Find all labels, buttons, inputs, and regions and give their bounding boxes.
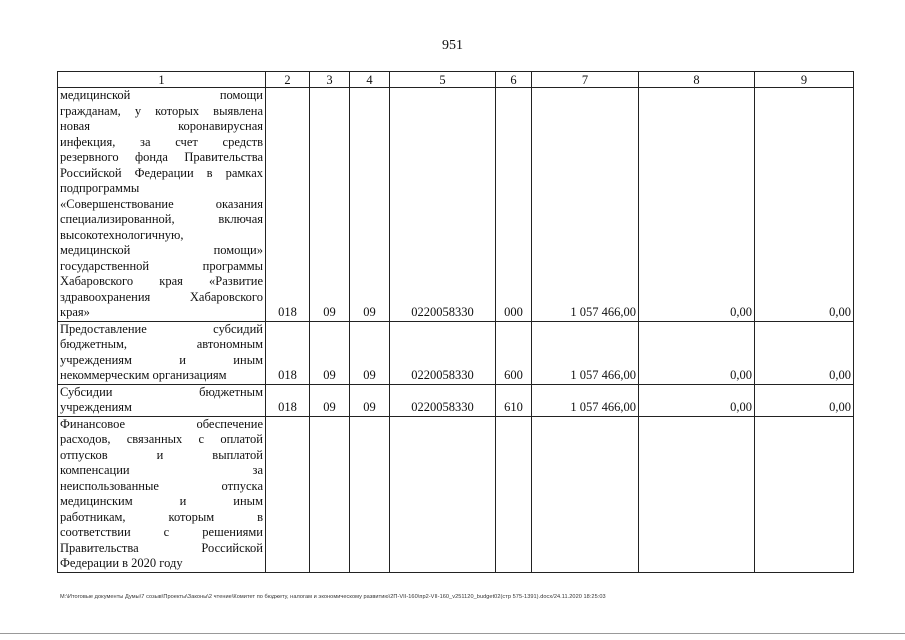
description-line: государственной программы xyxy=(60,258,263,273)
description-cell xyxy=(58,384,266,416)
description-line: некоммерческим организациям xyxy=(60,368,227,382)
amount-2022-cell xyxy=(755,416,854,572)
column-header: 3 xyxy=(310,72,350,88)
description-line: Правительства Российской xyxy=(60,540,263,555)
amount-2021-cell: 0,00 xyxy=(639,321,755,384)
subsection-code-cell: 09 xyxy=(350,88,390,322)
target-article-cell: 0220058330 xyxy=(390,384,496,416)
description-line: гражданам, у которых выявлена xyxy=(60,103,263,118)
section-code-cell: 09 xyxy=(310,88,350,322)
description-cell xyxy=(58,88,266,322)
ministry-code-cell: 018 xyxy=(266,321,310,384)
ministry-code-cell: 018 xyxy=(266,88,310,322)
description-line: Российской Федерации в рамках xyxy=(60,165,263,180)
description-line: новая коронавирусная xyxy=(60,119,263,133)
description-line: здравоохранения Хабаровского xyxy=(60,289,263,304)
subsection-code-cell: 09 xyxy=(350,384,390,416)
column-header: 1 xyxy=(58,72,266,88)
amount-2020-cell xyxy=(532,416,639,572)
description-line: бюджетным, автономным xyxy=(60,337,263,351)
amount-2022-cell: 0,00 xyxy=(755,88,854,322)
description-line: Предоставление субсидий xyxy=(60,321,263,336)
expense-type-cell xyxy=(496,416,532,572)
description-line: медицинским и иным xyxy=(60,494,263,508)
amount-2021-cell xyxy=(639,416,755,572)
ministry-code-cell xyxy=(266,416,310,572)
column-header: 7 xyxy=(532,72,639,88)
description-line: подпрограммы xyxy=(60,181,140,195)
subsection-code-cell xyxy=(350,416,390,572)
expense-type-cell: 600 xyxy=(496,321,532,384)
section-code-cell: 09 xyxy=(310,384,350,416)
table-row xyxy=(58,416,854,572)
description-line: высокотехнологичную, xyxy=(60,227,184,242)
description-line: резервного фонда Правительства xyxy=(60,150,263,164)
budget-table xyxy=(57,71,854,573)
description-line: учреждениям и иным xyxy=(60,352,263,367)
description-line: Финансовое обеспечение xyxy=(60,416,263,431)
description-line: расходов, связанных с оплатой xyxy=(60,432,263,446)
description-line: медицинской помощи» xyxy=(60,243,263,257)
description-cell xyxy=(58,321,266,384)
amount-2020-cell: 1 057 466,00 xyxy=(532,88,639,322)
table-header-row xyxy=(58,72,854,88)
description-line: учреждениям xyxy=(60,400,132,414)
column-header: 6 xyxy=(496,72,532,88)
description-line: медицинской помощи xyxy=(60,88,263,102)
column-header: 5 xyxy=(390,72,496,88)
amount-2021-cell: 0,00 xyxy=(639,88,755,322)
amount-2022-cell: 0,00 xyxy=(755,321,854,384)
section-code-cell: 09 xyxy=(310,321,350,384)
description-line: компенсации за xyxy=(60,463,263,477)
target-article-cell: 0220058330 xyxy=(390,321,496,384)
target-article-cell xyxy=(390,416,496,572)
expense-type-cell: 000 xyxy=(496,88,532,322)
amount-2022-cell: 0,00 xyxy=(755,384,854,416)
page-number: 951 xyxy=(442,38,463,53)
table-row xyxy=(58,88,854,322)
column-header: 8 xyxy=(639,72,755,88)
amount-2020-cell: 1 057 466,00 xyxy=(532,321,639,384)
subsection-code-cell: 09 xyxy=(350,321,390,384)
description-line: специализированной, включая xyxy=(60,212,263,226)
amount-2021-cell: 0,00 xyxy=(639,384,755,416)
description-cell xyxy=(58,416,266,572)
description-line: отпусков и выплатой xyxy=(60,447,263,462)
table-row xyxy=(58,384,854,416)
expense-type-cell: 610 xyxy=(496,384,532,416)
column-header: 2 xyxy=(266,72,310,88)
column-header: 4 xyxy=(350,72,390,88)
ministry-code-cell: 018 xyxy=(266,384,310,416)
amount-2020-cell: 1 057 466,00 xyxy=(532,384,639,416)
description-line: «Совершенствование оказания xyxy=(60,196,263,211)
file-path-footer: M:\Итоговые документы Думы\7 созыв\Проекты\Законы\2 чтение\Комитет по бюджету, налогам и экономическому развитию\2П-VII-160\пр2-VII-160_v251120_budget02(стр 575-1391).docx/24.11.2020 18:25:03 xyxy=(60,594,606,600)
section-code-cell xyxy=(310,416,350,572)
description-line: соответствии с решениями xyxy=(60,525,263,539)
description-line: инфекция, за счет средств xyxy=(60,134,263,149)
description-line: неиспользованные отпуска xyxy=(60,478,263,493)
scan-edge-line xyxy=(0,633,905,634)
target-article-cell: 0220058330 xyxy=(390,88,496,322)
description-line: работникам, которым в xyxy=(60,509,263,524)
description-line: Субсидии бюджетным xyxy=(60,384,263,399)
description-line: края» xyxy=(60,305,90,319)
description-line: Федерации в 2020 году xyxy=(60,556,183,570)
column-header: 9 xyxy=(755,72,854,88)
table-row xyxy=(58,321,854,384)
description-line: Хабаровского края «Развитие xyxy=(60,274,263,288)
